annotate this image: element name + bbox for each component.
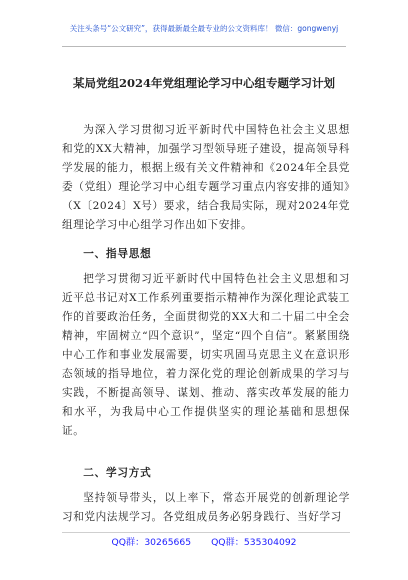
footer-qq-group-1 <box>111 537 191 548</box>
qq-label-1: QQ群： <box>111 537 145 548</box>
qq-number-1: 30265665 <box>144 537 192 548</box>
section-heading-guiding-ideology: 一、指导思想 <box>83 248 152 260</box>
section-paragraph-study-method: 坚持领导带头，以上率下，常态开展党的创新理论学习和党内法规学习。各党组成员务必躬身践行、当好学习 <box>62 492 350 523</box>
promo-banner-text: 关注头条号“公文研究”，获得最新最全最专业的公文资料库！ 微信：gongwenyj <box>69 24 339 33</box>
header-divider <box>62 46 346 47</box>
intro-paragraph: 为深入学习贯彻习近平新时代中国特色社会主义思想和党的XX大精神，加强学习型领导班子建设，提高领导科学发展的能力，根据上级有关文件精神和《2024年全县党委（党组）理论学习中心组专题学习重点内容安排的通知》（X〔2024〕X号）要求，结合我局实际，现对2024年党组理论学习中心组学习作出如下安排。 <box>62 124 350 231</box>
document-title: 某局党组2024年党组理论学习中心组专题学习计划 <box>72 76 335 90</box>
footer-contact <box>0 537 408 549</box>
footer-qq-group-2 <box>211 537 296 548</box>
qq-number-2: 535304092 <box>243 537 297 548</box>
section-heading-study-method: 二、学习方式 <box>83 467 152 479</box>
qq-label-2: QQ群： <box>211 537 244 548</box>
section-paragraph-guiding-ideology: 把学习贯彻习近平新时代中国特色社会主义思想和习近平总书记对X工作系列重要指示精神作为深化理论武装工作的首要政治任务，全面贯彻党的XX大和二十届二中全会精神，牢固树立“四个意识”，坚定“四个自信”。紧紧围绕中心工作和事业发展需要，切实巩固马克思主义在意识形态领域的指导地位，着力深化党的理论创新成果的学习与实践，不断提高领导、谋划、推动、落实改革发展的能力和水平，为我局中心工作提供坚实的理论基础和思想保证。 <box>62 273 350 437</box>
promo-banner <box>0 24 408 34</box>
